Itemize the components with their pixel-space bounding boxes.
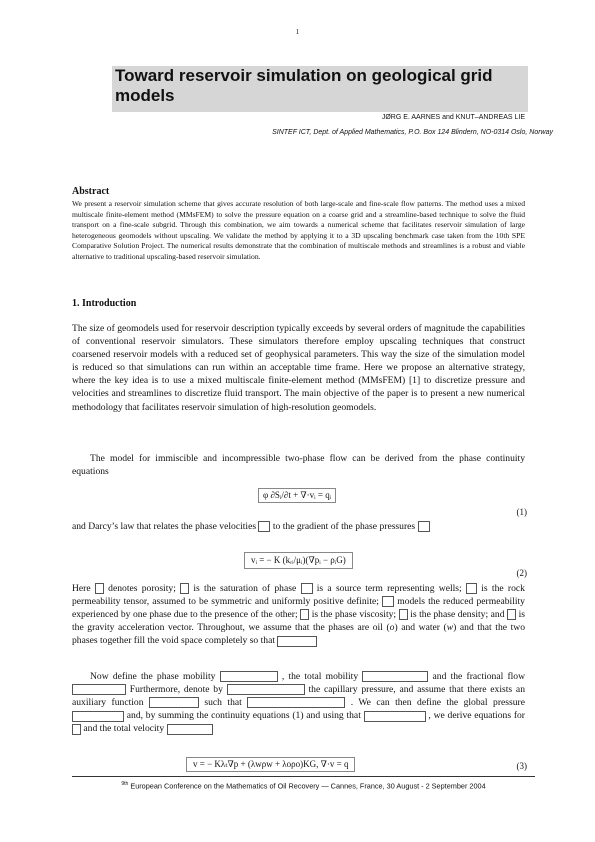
- equation-1: φ ∂Sᵢ/∂t + ∇·vᵢ = qᵢ: [258, 488, 336, 503]
- footer-superscript: 9th: [121, 781, 129, 787]
- equation-2: vᵢ = − K (kᵣᵢ/μᵢ)(∇pᵢ − ρᵢG): [244, 552, 353, 569]
- auxiliary-function-symbol: [149, 697, 199, 708]
- here-text-3: is the saturation of phase: [193, 583, 297, 594]
- oil-label: o: [389, 622, 395, 634]
- velocity-symbol: [258, 521, 270, 532]
- now-text-4: Furthermore, denote by: [129, 684, 223, 696]
- source-symbol: [301, 583, 313, 594]
- page-number: 1: [295, 28, 300, 36]
- permeability-symbol: [466, 583, 477, 594]
- footer: [72, 781, 535, 790]
- fractional-flow-symbol: [72, 684, 126, 695]
- density-symbol: [399, 609, 408, 620]
- gravity-symbol: [507, 609, 516, 620]
- gradient-relation-symbol: [247, 697, 345, 708]
- viscosity-symbol: [300, 609, 309, 620]
- saturation-identity-symbol: [364, 711, 426, 722]
- capillary-pressure-symbol: [227, 684, 305, 695]
- intro-paragraph-1: The size of geomodels used for reservoir description typically exceeds by several orders of magnitude the capabilities of conventional reservoir simulators. These simulators therefore employ upscaling techniques that construct coarsened reservoir models with a reduced set of geophysical parameters. This way the size of the simulation model is reduced so that simulations can run within an acceptable time frame. Here we propose an alternative strategy, where the key idea is to use a mixed multiscale finite-element method (MMsFEM) [1] to discretize pressure and velocities and streamlines to discretize fluid transport. The main objective of the paper is to present a new numerical methodology that facilitates reservoir simulation of high-resolution geomodels.: [72, 323, 525, 413]
- paper-title: Toward reservoir simulation on geological grid models: [115, 66, 493, 105]
- authors: JØRG E. AARNES and KNUT–ANDREAS LIE: [381, 114, 525, 121]
- footer-rule: [72, 776, 535, 777]
- total-mobility-symbol: [362, 671, 428, 682]
- here-text-1: Here: [72, 583, 91, 594]
- equation-3: v = − Kλₜ∇p + (λwρw + λoρo)KG, ∇·v = q: [186, 757, 355, 772]
- now-text-1: Now define the phase mobility: [90, 671, 216, 682]
- p-symbol: [72, 724, 81, 735]
- now-text-5: the capillary pressure, and assume that there exists an auxiliary function: [72, 684, 525, 709]
- pressure-symbol: [418, 521, 430, 532]
- global-pressure-symbol: [72, 711, 124, 722]
- now-text-6: such that: [204, 697, 242, 709]
- darcy-text-a: and Darcy’s law that relates the phase velocities: [72, 521, 257, 532]
- now-text-9: , we derive equations for: [428, 710, 526, 722]
- here-text-11: ) and that the two phases together fill the void space completely so that: [72, 622, 525, 647]
- abstract-text: We present a reservoir simulation scheme that gives accurate resolution of both large-scale and fine-scale flow patterns. The method uses a mixed multiscale finite-element method (MMsFEM) to solve the pressure equation on a coarse grid and a streamline-based technique to solve the fluid transport on a fine-scale subgrid. Through this combination, we aim towards a numerical scheme that facilitates reservoir simulation of large heterogeneous geomodels without upscaling. We validate the method by applying it to a 3D upscaling benchmark case taken from the 10th SPE Comparative Solution Project. The numerical results demonstrate that the combination of multiscale methods and streamlines is a robust and viable alternative to traditional upscaling-based reservoir simulation.: [72, 199, 525, 261]
- saturation-sum-symbol: [277, 636, 317, 647]
- now-text-2: , the total mobility: [281, 671, 359, 682]
- equation-2-number: (2): [516, 568, 527, 578]
- here-text-6: models the reduced permeability experienced by one phase due to the presence of the other;: [72, 596, 525, 621]
- equation-1-number: (1): [516, 507, 527, 517]
- saturation-symbol: [180, 583, 189, 594]
- phase-mobility-symbol: [220, 671, 278, 682]
- water-label: w: [446, 622, 454, 634]
- intro-paragraph-2: The model for immiscible and incompressible two-phase flow can be derived from the phase continuity equations: [72, 453, 525, 478]
- total-velocity-symbol: [167, 724, 213, 735]
- relperm-symbol: [382, 596, 394, 607]
- here-text-4: is a source term representing wells;: [316, 583, 462, 594]
- footer-text: European Conference on the Mathematics of Oil Recovery — Cannes, France, 30 August - 2 September 2004: [130, 781, 486, 791]
- definitions-paragraph: [72, 582, 525, 647]
- section-heading: 1. Introduction: [72, 298, 137, 309]
- darcy-sentence: [72, 520, 525, 533]
- here-text-9: is the gravity acceleration vector. Throughout, we assume that the phases are oil (: [72, 609, 526, 634]
- here-text-2: denotes porosity;: [108, 583, 176, 594]
- affiliation: SINTEF ICT, Dept. of Applied Mathematics, P.O. Box 124 Blindern, NO-0314 Oslo, Norway: [272, 129, 553, 136]
- here-text-10: ) and water (: [394, 622, 447, 634]
- mobility-paragraph: [72, 670, 525, 735]
- abstract-heading: Abstract: [72, 186, 110, 197]
- now-text-7: . We can then define the global pressure: [350, 697, 525, 709]
- darcy-text-b: to the gradient of the phase pressures: [272, 521, 416, 532]
- equation-3-number: (3): [516, 761, 527, 771]
- here-text-7: is the phase viscosity;: [311, 609, 397, 621]
- now-text-3: and the fractional flow: [432, 671, 526, 682]
- porosity-symbol: [95, 583, 104, 594]
- now-text-10: and the total velocity: [83, 723, 165, 735]
- here-text-8: is the phase density; and: [410, 609, 505, 621]
- here-text-5: is the rock permeability tensor, assumed to be symmetric and uniformly positive definite;: [72, 583, 525, 608]
- now-text-8: and, by summing the continuity equations (1) and using that: [126, 710, 361, 722]
